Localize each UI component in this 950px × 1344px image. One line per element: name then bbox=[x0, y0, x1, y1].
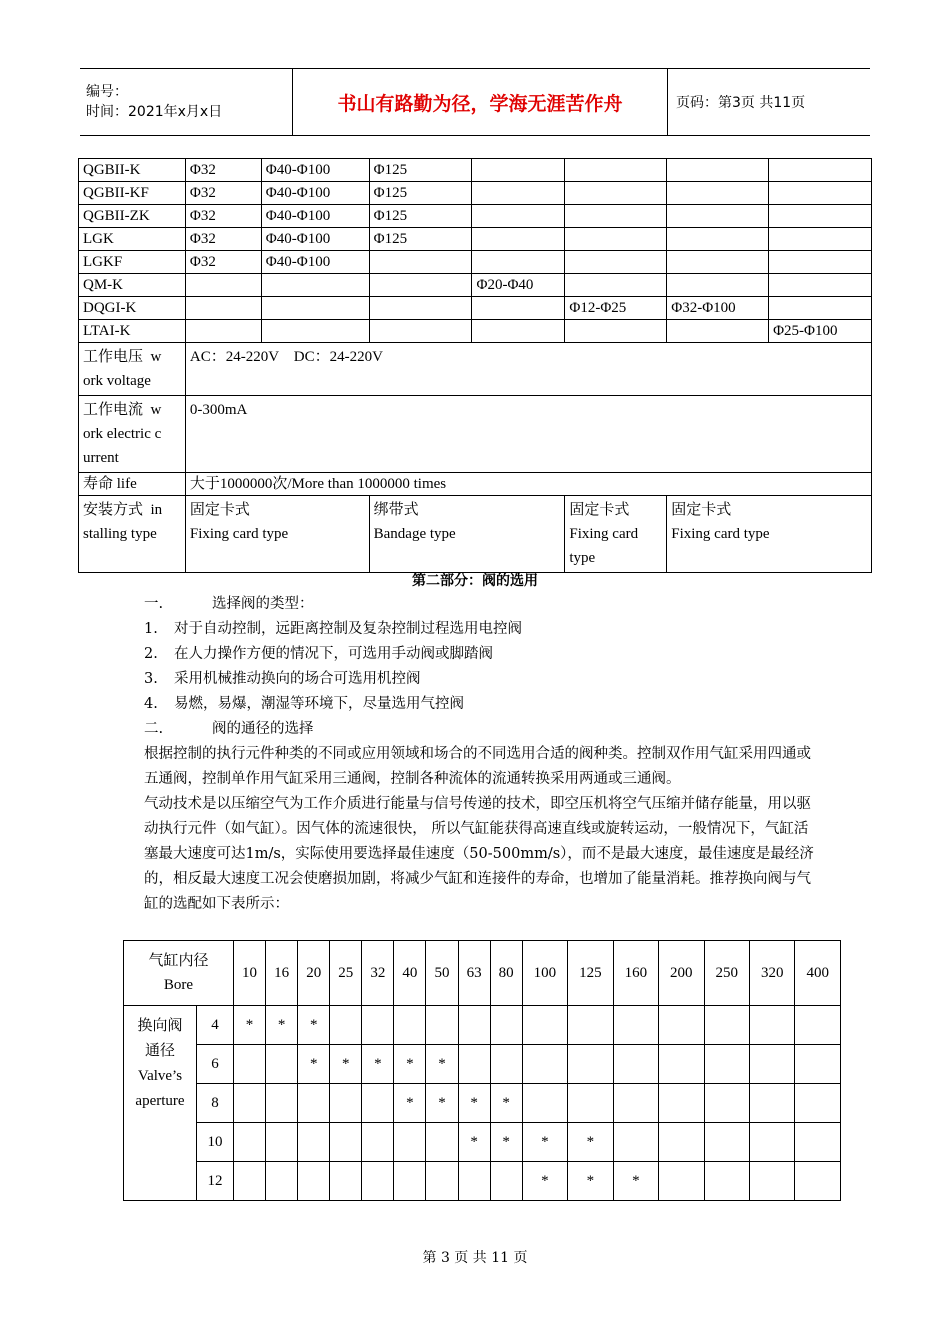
bore-header-cell: 32 bbox=[362, 941, 394, 1006]
model-size-cell bbox=[261, 274, 369, 297]
model-size-cell bbox=[185, 297, 261, 320]
match-cell: * bbox=[522, 1123, 567, 1162]
model-size-cell bbox=[565, 274, 667, 297]
bore-header-cell: 320 bbox=[749, 941, 794, 1006]
model-name: LTAI-K bbox=[79, 320, 186, 343]
model-size-cell bbox=[472, 182, 565, 205]
list-item: 2. 在人力操作方便的情况下，可选用手动阀或脚踏阀 bbox=[144, 646, 493, 662]
match-cell bbox=[795, 1006, 841, 1045]
match-cell bbox=[330, 1123, 362, 1162]
paragraph-2: 气动技术是以压缩空气为工作介质进行能量与信号传递的技术，即空压机将空气压缩并储存能量，用以驱动执行元件（如气缸）。因气体的流速很快， 所以气缸能获得高速直线或旋转运动，一般情况下，气缸活塞最大速度可达1m/s，实际使用要选择最佳速度（50-500mm/s），而不是最大速度，最佳速度是最经济的，相反最大速度工况会使磨损加剧，将减少气缸和连接件的寿命，也增加了能量消耗。推荐换向阀与气缸的选配如下表所示： bbox=[144, 796, 814, 912]
bore-header-cell: 25 bbox=[330, 941, 362, 1006]
model-size-cell bbox=[369, 274, 472, 297]
match-cell bbox=[458, 1045, 490, 1084]
model-size-cell bbox=[565, 251, 667, 274]
match-cell bbox=[490, 1045, 522, 1084]
model-size-cell bbox=[565, 320, 667, 343]
model-row bbox=[79, 205, 872, 228]
bore-header-cell: 200 bbox=[659, 941, 704, 1006]
match-cell bbox=[394, 1006, 426, 1045]
match-cell bbox=[394, 1123, 426, 1162]
match-cell: * bbox=[394, 1084, 426, 1123]
install-fixing-a: 固定卡式 Fixing card type bbox=[185, 496, 369, 573]
model-name: LGKF bbox=[79, 251, 186, 274]
model-size-cell bbox=[369, 297, 472, 320]
match-cell bbox=[568, 1006, 613, 1045]
model-size-cell: Φ25-Φ100 bbox=[769, 320, 872, 343]
aperture-row bbox=[124, 1045, 841, 1084]
model-size-cell: Φ20-Φ40 bbox=[472, 274, 565, 297]
match-cell: * bbox=[330, 1045, 362, 1084]
valve-type-list bbox=[144, 617, 814, 717]
model-name: QGBII-K bbox=[79, 159, 186, 182]
match-cell bbox=[394, 1162, 426, 1201]
bore-header-cell: 16 bbox=[266, 941, 298, 1006]
match-cell: * bbox=[458, 1084, 490, 1123]
valve-bore-table bbox=[123, 940, 841, 1201]
match-cell bbox=[704, 1006, 749, 1045]
model-size-cell: Φ125 bbox=[369, 228, 472, 251]
bore-header-cell: 10 bbox=[234, 941, 266, 1006]
match-cell: * bbox=[568, 1162, 613, 1201]
current-value: 0-300mA bbox=[185, 396, 871, 473]
page-footer: 第 3 页 共 11 页 bbox=[422, 1250, 528, 1266]
match-cell bbox=[659, 1162, 704, 1201]
model-size-cell: Φ125 bbox=[369, 205, 472, 228]
model-row bbox=[79, 159, 872, 182]
match-cell bbox=[749, 1006, 794, 1045]
match-cell bbox=[522, 1045, 567, 1084]
model-name: LGK bbox=[79, 228, 186, 251]
match-cell bbox=[659, 1084, 704, 1123]
match-cell bbox=[795, 1084, 841, 1123]
match-cell: * bbox=[490, 1123, 522, 1162]
match-cell bbox=[749, 1084, 794, 1123]
heading-2: 二. 阀的通径的选择 bbox=[144, 721, 314, 737]
model-size-cell bbox=[185, 320, 261, 343]
list-item: 3. 采用机械推动换向的场合可选用机控阀 bbox=[144, 671, 421, 687]
model-size-cell bbox=[185, 274, 261, 297]
match-cell: * bbox=[266, 1006, 298, 1045]
model-size-cell bbox=[565, 182, 667, 205]
match-cell bbox=[362, 1123, 394, 1162]
model-size-cell bbox=[472, 205, 565, 228]
match-cell bbox=[613, 1006, 658, 1045]
model-name: QGBII-KF bbox=[79, 182, 186, 205]
match-cell bbox=[234, 1084, 266, 1123]
model-size-cell: Φ40-Φ100 bbox=[261, 159, 369, 182]
match-cell: * bbox=[426, 1084, 458, 1123]
model-size-cell bbox=[261, 320, 369, 343]
match-cell bbox=[362, 1162, 394, 1201]
aperture-value: 10 bbox=[197, 1123, 234, 1162]
model-size-cell bbox=[565, 205, 667, 228]
model-size-cell: Φ12-Φ25 bbox=[565, 297, 667, 320]
model-row bbox=[79, 274, 872, 297]
model-size-cell bbox=[565, 228, 667, 251]
model-size-cell: Φ32 bbox=[185, 159, 261, 182]
model-size-cell bbox=[667, 159, 769, 182]
match-cell bbox=[298, 1084, 330, 1123]
match-cell bbox=[749, 1045, 794, 1084]
voltage-value: AC：24-220V DC：24-220V bbox=[185, 343, 871, 396]
model-size-cell: Φ40-Φ100 bbox=[261, 228, 369, 251]
match-cell bbox=[704, 1045, 749, 1084]
model-row bbox=[79, 251, 872, 274]
bore-header-cell: 20 bbox=[298, 941, 330, 1006]
match-cell: * bbox=[362, 1045, 394, 1084]
model-size-cell bbox=[667, 228, 769, 251]
body-text bbox=[144, 592, 814, 917]
match-cell bbox=[426, 1006, 458, 1045]
install-fixing-c: 固定卡式 Fixing card type bbox=[667, 496, 872, 573]
life-label: 寿命 life bbox=[79, 473, 186, 496]
model-size-cell: Φ32 bbox=[185, 205, 261, 228]
bore-header-cell: 50 bbox=[426, 941, 458, 1006]
model-size-cell bbox=[472, 159, 565, 182]
match-cell bbox=[362, 1006, 394, 1045]
paragraph-1: 根据控制的执行元件种类的不同或应用领域和场合的不同选用合适的阀种类。控制双作用气缸采用四通或五通阀，控制单作用气缸采用三通阀，控制各种流体的流通转换采用两通或三通阀。 bbox=[144, 746, 811, 787]
bore-header-cell: 100 bbox=[522, 941, 567, 1006]
match-cell: * bbox=[568, 1123, 613, 1162]
header-motto: 书山有路勤为径，学海无涯苦作舟 bbox=[293, 69, 668, 136]
match-cell bbox=[266, 1045, 298, 1084]
match-cell bbox=[522, 1084, 567, 1123]
match-cell: * bbox=[394, 1045, 426, 1084]
bore-header-cell: 250 bbox=[704, 941, 749, 1006]
valve-aperture-label: 换向阀 通径 Valve’s aperture bbox=[124, 1006, 197, 1201]
model-size-cell bbox=[472, 251, 565, 274]
match-cell bbox=[330, 1006, 362, 1045]
match-cell bbox=[613, 1123, 658, 1162]
match-cell bbox=[330, 1162, 362, 1201]
match-cell bbox=[659, 1045, 704, 1084]
match-cell bbox=[659, 1006, 704, 1045]
model-size-cell bbox=[369, 251, 472, 274]
match-cell bbox=[613, 1045, 658, 1084]
model-size-cell: Φ125 bbox=[369, 159, 472, 182]
match-cell bbox=[458, 1006, 490, 1045]
bore-label: 气缸内径 Bore bbox=[124, 941, 234, 1006]
model-size-cell bbox=[565, 159, 667, 182]
model-name: QM-K bbox=[79, 274, 186, 297]
match-cell bbox=[795, 1162, 841, 1201]
model-size-cell bbox=[769, 205, 872, 228]
match-cell bbox=[522, 1006, 567, 1045]
aperture-row bbox=[124, 1084, 841, 1123]
section-title: 第二部分：阀的选用 bbox=[412, 573, 538, 589]
list-item: 1. 对于自动控制，远距离控制及复杂控制过程选用电控阀 bbox=[144, 621, 522, 637]
match-cell bbox=[298, 1123, 330, 1162]
current-label: 工作电流 w ork electric c urrent bbox=[79, 396, 186, 473]
match-cell: * bbox=[522, 1162, 567, 1201]
match-cell bbox=[266, 1162, 298, 1201]
bore-header-cell: 400 bbox=[795, 941, 841, 1006]
match-cell bbox=[458, 1162, 490, 1201]
heading-1: 一. 选择阀的类型： bbox=[144, 596, 314, 612]
life-value: 大于1000000次/More than 1000000 times bbox=[185, 473, 871, 496]
bore-header-cell: 80 bbox=[490, 941, 522, 1006]
install-fixing-b: 固定卡式 Fixing card type bbox=[565, 496, 667, 573]
match-cell bbox=[490, 1006, 522, 1045]
model-size-cell: Φ40-Φ100 bbox=[261, 205, 369, 228]
code-label: 编号： bbox=[86, 84, 128, 100]
model-row bbox=[79, 228, 872, 251]
install-bandage: 绑带式 Bandage type bbox=[369, 496, 565, 573]
spec-table bbox=[78, 158, 872, 573]
match-cell bbox=[330, 1084, 362, 1123]
match-cell bbox=[298, 1162, 330, 1201]
aperture-value: 4 bbox=[197, 1006, 234, 1045]
match-cell bbox=[704, 1084, 749, 1123]
model-size-cell: Φ40-Φ100 bbox=[261, 182, 369, 205]
aperture-row bbox=[124, 1162, 841, 1201]
match-cell: * bbox=[613, 1162, 658, 1201]
model-size-cell bbox=[769, 228, 872, 251]
model-size-cell: Φ125 bbox=[369, 182, 472, 205]
model-size-cell bbox=[667, 274, 769, 297]
match-cell bbox=[568, 1045, 613, 1084]
model-row bbox=[79, 297, 872, 320]
bore-header-cell: 40 bbox=[394, 941, 426, 1006]
match-cell bbox=[426, 1123, 458, 1162]
model-size-cell bbox=[472, 297, 565, 320]
model-name: DQGI-K bbox=[79, 297, 186, 320]
model-size-cell bbox=[667, 251, 769, 274]
match-cell bbox=[704, 1162, 749, 1201]
model-size-cell bbox=[769, 297, 872, 320]
match-cell bbox=[266, 1123, 298, 1162]
header-meta bbox=[80, 69, 293, 136]
model-size-cell bbox=[369, 320, 472, 343]
model-size-cell bbox=[667, 320, 769, 343]
bore-header-cell: 125 bbox=[568, 941, 613, 1006]
bore-header-cell: 63 bbox=[458, 941, 490, 1006]
match-cell bbox=[795, 1045, 841, 1084]
model-size-cell bbox=[261, 297, 369, 320]
match-cell bbox=[749, 1123, 794, 1162]
match-cell bbox=[749, 1162, 794, 1201]
model-size-cell: Φ32-Φ100 bbox=[667, 297, 769, 320]
page-number-label: 页码：第3页 共11页 bbox=[668, 69, 871, 136]
match-cell bbox=[795, 1123, 841, 1162]
model-size-cell: Φ32 bbox=[185, 228, 261, 251]
model-row bbox=[79, 320, 872, 343]
match-cell bbox=[234, 1045, 266, 1084]
model-size-cell bbox=[769, 182, 872, 205]
match-cell bbox=[426, 1162, 458, 1201]
match-cell: * bbox=[426, 1045, 458, 1084]
model-size-cell bbox=[769, 251, 872, 274]
match-cell bbox=[613, 1084, 658, 1123]
match-cell bbox=[490, 1162, 522, 1201]
model-size-cell: Φ40-Φ100 bbox=[261, 251, 369, 274]
match-cell: * bbox=[458, 1123, 490, 1162]
aperture-row bbox=[124, 1123, 841, 1162]
model-size-cell bbox=[472, 228, 565, 251]
aperture-value: 12 bbox=[197, 1162, 234, 1201]
match-cell: * bbox=[234, 1006, 266, 1045]
page-header bbox=[80, 68, 870, 136]
aperture-value: 8 bbox=[197, 1084, 234, 1123]
model-size-cell bbox=[769, 159, 872, 182]
match-cell: * bbox=[298, 1045, 330, 1084]
match-cell bbox=[659, 1123, 704, 1162]
model-size-cell bbox=[667, 182, 769, 205]
date-label: 时间：2021年x月x日 bbox=[86, 104, 223, 120]
voltage-label: 工作电压 w ork voltage bbox=[79, 343, 186, 396]
model-name: QGBII-ZK bbox=[79, 205, 186, 228]
match-cell: * bbox=[298, 1006, 330, 1045]
aperture-row bbox=[124, 1006, 841, 1045]
match-cell bbox=[704, 1123, 749, 1162]
match-cell bbox=[266, 1084, 298, 1123]
model-size-cell: Φ32 bbox=[185, 251, 261, 274]
list-item: 4. 易燃，易爆，潮湿等环境下，尽量选用气控阀 bbox=[144, 696, 464, 712]
match-cell: * bbox=[490, 1084, 522, 1123]
match-cell bbox=[234, 1123, 266, 1162]
match-cell bbox=[568, 1084, 613, 1123]
model-row bbox=[79, 182, 872, 205]
model-size-cell: Φ32 bbox=[185, 182, 261, 205]
model-size-cell bbox=[769, 274, 872, 297]
model-size-cell bbox=[667, 205, 769, 228]
bore-header-cell: 160 bbox=[613, 941, 658, 1006]
aperture-value: 6 bbox=[197, 1045, 234, 1084]
install-label: 安装方式 in stalling type bbox=[79, 496, 186, 573]
match-cell bbox=[234, 1162, 266, 1201]
model-size-cell bbox=[472, 320, 565, 343]
match-cell bbox=[362, 1084, 394, 1123]
